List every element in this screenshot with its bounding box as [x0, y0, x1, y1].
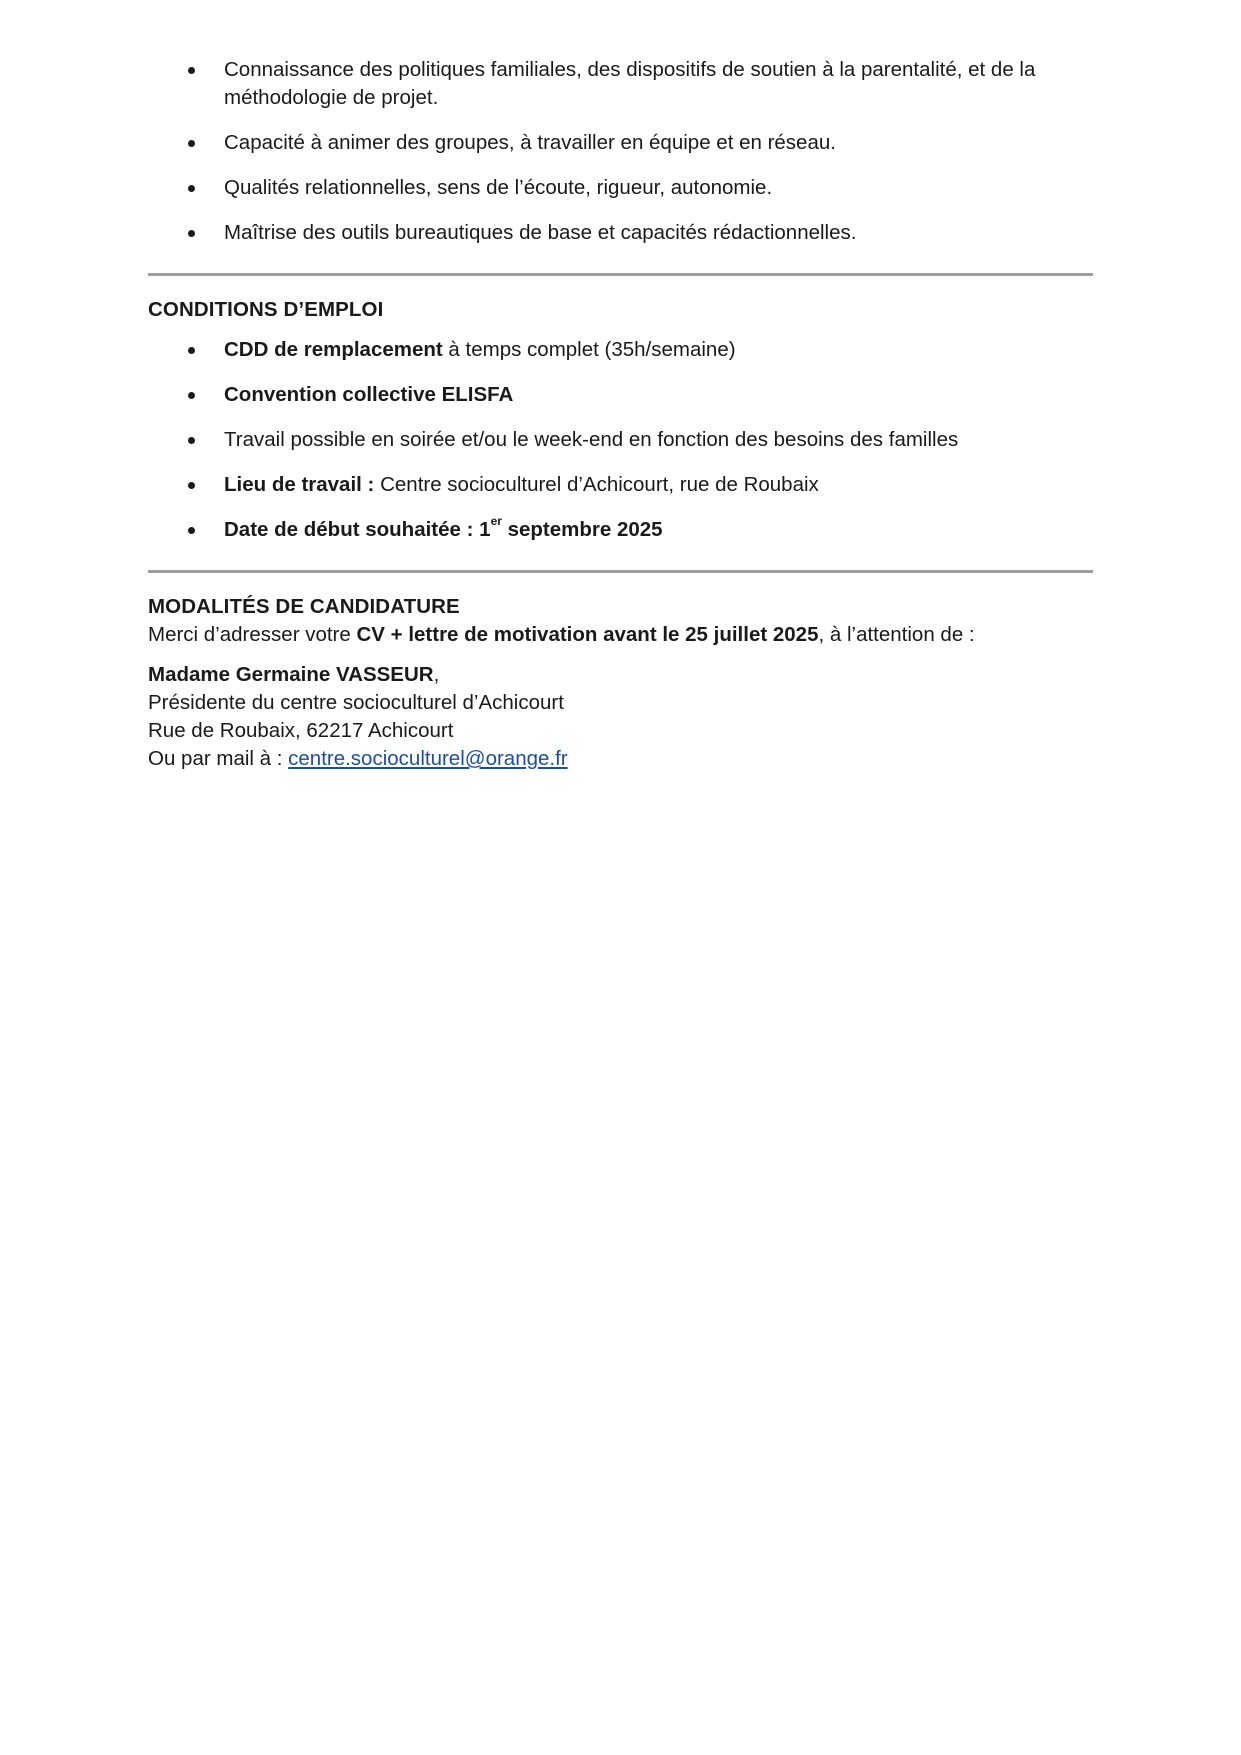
bullet-icon [188, 185, 195, 192]
start-date: Date de début souhaitée : 1er septembre 2025 [224, 514, 663, 541]
list-item [148, 426, 1093, 454]
workplace-value: Centre socioculturel d’Achicourt, rue de Roubaix [374, 473, 819, 496]
list-item [148, 219, 1093, 247]
bullet-icon [188, 482, 195, 489]
section-divider [148, 570, 1093, 573]
recipient-title: Présidente du centre socioculturel d’Achicourt [148, 691, 564, 714]
contract-type: CDD de remplacement [224, 338, 443, 361]
collective-agreement: Convention collective ELISFA [224, 383, 514, 406]
list-item [148, 516, 1093, 544]
bullet-icon [188, 67, 195, 74]
skills-list [148, 56, 1093, 247]
schedule-note: Travail possible en soirée et/ou le week-end en fonction des besoins des familles [224, 428, 959, 451]
recipient-block [148, 661, 1093, 773]
bullet-icon [188, 437, 195, 444]
list-item [148, 471, 1093, 499]
section-heading-conditions: CONDITIONS D’EMPLOI [148, 298, 384, 321]
list-item [148, 381, 1093, 409]
document-content [148, 56, 1093, 773]
list-item [148, 174, 1093, 202]
bullet-icon [188, 140, 195, 147]
workplace-label: Lieu de travail : [224, 473, 375, 496]
skill-text: Capacité à animer des groupes, à travailler en équipe et en réseau. [224, 131, 836, 154]
bullet-icon [188, 230, 195, 237]
application-requirements: CV + lettre de motivation avant le 25 juillet 2025 [356, 623, 819, 646]
recipient-address: Rue de Roubaix, 62217 Achicourt [148, 719, 454, 742]
list-item [148, 56, 1093, 112]
bullet-icon [188, 347, 195, 354]
section-heading-application: MODALITÉS DE CANDIDATURE [148, 595, 460, 618]
section-divider [148, 273, 1093, 276]
application-intro: Merci d’adresser votre CV + lettre de motivation avant le 25 juillet 2025, à l’attention de : [148, 623, 975, 646]
recipient-mail-line: Ou par mail à : centre.socioculturel@orange.fr [148, 747, 568, 770]
bullet-icon [188, 392, 195, 399]
recipient-name-line: Madame Germaine VASSEUR, [148, 663, 440, 686]
list-item [148, 336, 1093, 364]
contract-detail: à temps complet (35h/semaine) [442, 338, 736, 361]
list-item [148, 129, 1093, 157]
skill-text: Qualités relationnelles, sens de l’écoute, rigueur, autonomie. [224, 176, 773, 199]
conditions-list [148, 336, 1093, 544]
skill-text: Maîtrise des outils bureautiques de base et capacités rédactionnelles. [224, 221, 857, 244]
skill-text: Connaissance des politiques familiales, des dispositifs de soutien à la parentalité, et de la méthodologie de projet. [224, 58, 1036, 109]
email-link[interactable]: centre.socioculturel@orange.fr [288, 747, 568, 770]
bullet-icon [188, 527, 195, 534]
recipient-name: Madame Germaine VASSEUR [148, 663, 434, 686]
